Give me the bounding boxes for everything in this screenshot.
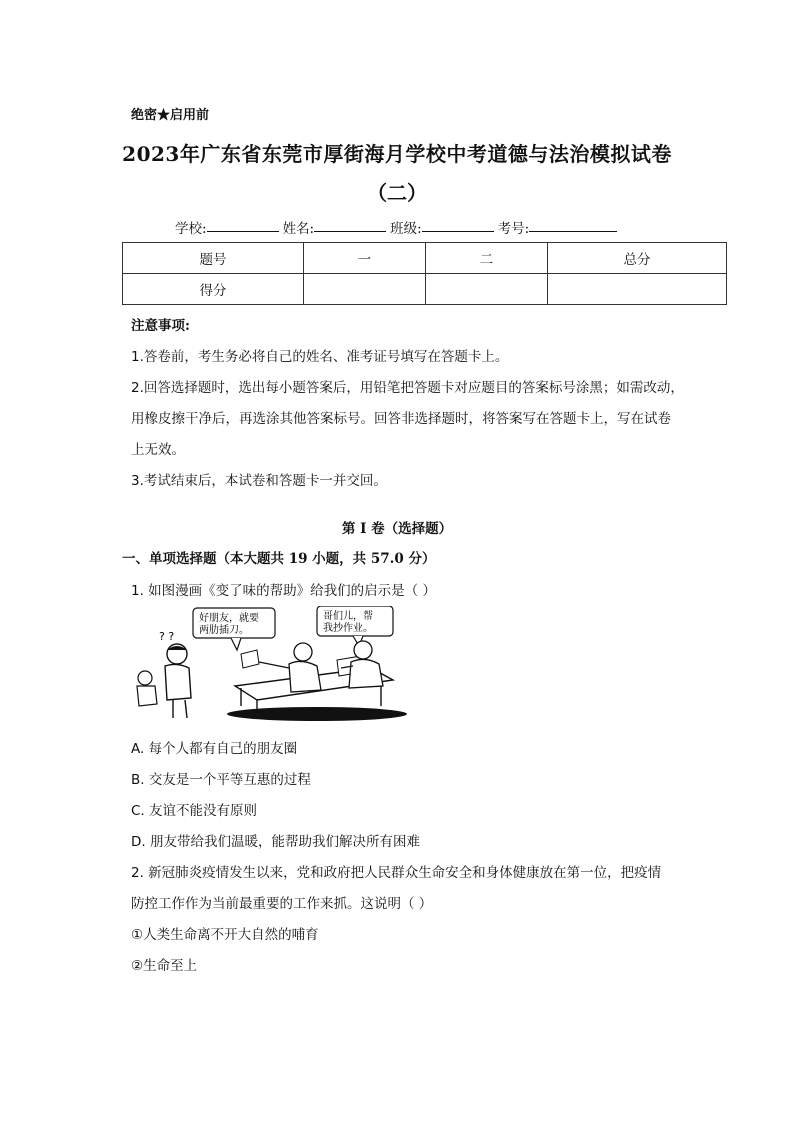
class-blank[interactable] bbox=[422, 217, 494, 232]
notice-item: 1.答卷前，考生务必将自己的姓名、准考证号填写在答题卡上。 bbox=[131, 349, 509, 365]
score-cell[interactable] bbox=[426, 274, 548, 305]
question-2-stem-line2: 防控工作作为当前最重要的工作来抓。这说明（ ） bbox=[131, 896, 433, 912]
school-blank[interactable] bbox=[207, 217, 279, 232]
exam-no-blank[interactable] bbox=[529, 217, 617, 232]
score-cell[interactable] bbox=[304, 274, 426, 305]
question-1-stem: 1. 如图漫画《变了味的帮助》给我们的启示是（ ） bbox=[131, 583, 436, 599]
notice-item: 上无效。 bbox=[131, 442, 185, 458]
bubble-left-line1: 好朋友，就要 bbox=[199, 613, 259, 624]
class-label: 班级: bbox=[390, 221, 422, 237]
question-1-option-b[interactable]: B. 交友是一个平等互惠的过程 bbox=[131, 772, 311, 788]
notice-item: 用橡皮擦干净后，再选涂其他答案标号。回答非选择题时，将答案写在答题卡上，写在试卷 bbox=[131, 411, 671, 427]
question-1-option-d[interactable]: D. 朋友带给我们温暖，能帮助我们解决所有困难 bbox=[131, 834, 420, 850]
score-table-score-row bbox=[123, 274, 727, 305]
table-cell: 得分 bbox=[123, 274, 304, 305]
table-cell: 题号 bbox=[123, 243, 304, 274]
notice-item: 2.回答选择题时，选出每小题答案后，用铅笔把答题卡对应题目的答案标号涂黑；如需改动， bbox=[131, 380, 684, 396]
exam-no-label: 考号: bbox=[497, 221, 530, 237]
name-label: 姓名: bbox=[282, 221, 315, 237]
cartoon-illustration bbox=[131, 606, 407, 724]
notice-item: 3.考试结束后，本试卷和答题卡一并交回。 bbox=[131, 473, 387, 489]
table-cell: 二 bbox=[426, 243, 548, 274]
exam-subtitle: （二） bbox=[367, 181, 427, 205]
section-subtitle: 一、单项选择题（本大题共 19 小题，共 57.0 分） bbox=[122, 551, 436, 567]
svg-text:? ?: ? ? bbox=[159, 630, 175, 643]
student-info-line bbox=[175, 217, 621, 237]
score-cell[interactable] bbox=[548, 274, 727, 305]
question-1-option-a[interactable]: A. 每个人都有自己的朋友圈 bbox=[131, 741, 298, 757]
notice-heading: 注意事项: bbox=[131, 318, 190, 334]
score-table bbox=[122, 242, 727, 305]
question-2-statement: ②生命至上 bbox=[131, 958, 198, 974]
bubble-right-line2: 我抄作业。 bbox=[323, 623, 373, 634]
school-label: 学校: bbox=[175, 221, 207, 237]
table-cell: 总分 bbox=[548, 243, 727, 274]
section-title: 第 I 卷（选择题） bbox=[341, 521, 453, 537]
bubble-left-line2: 两肋插刀。 bbox=[199, 625, 249, 636]
question-2-stem-line1: 2. 新冠肺炎疫情发生以来，党和政府把人民群众生命安全和身体健康放在第一位，把疫情 bbox=[131, 865, 662, 881]
name-blank[interactable] bbox=[314, 217, 386, 232]
table-cell: 一 bbox=[304, 243, 426, 274]
exam-title: 2023年广东省东莞市厚街海月学校中考道德与法治模拟试卷 bbox=[122, 142, 672, 166]
question-1-option-c[interactable]: C. 友谊不能没有原则 bbox=[131, 803, 258, 819]
score-table-header-row bbox=[123, 243, 727, 274]
confidential-mark: 绝密★启用前 bbox=[131, 108, 210, 123]
bubble-right-line1: 哥们儿，帮 bbox=[323, 611, 373, 622]
question-2-statement: ①人类生命离不开大自然的哺育 bbox=[131, 927, 319, 943]
